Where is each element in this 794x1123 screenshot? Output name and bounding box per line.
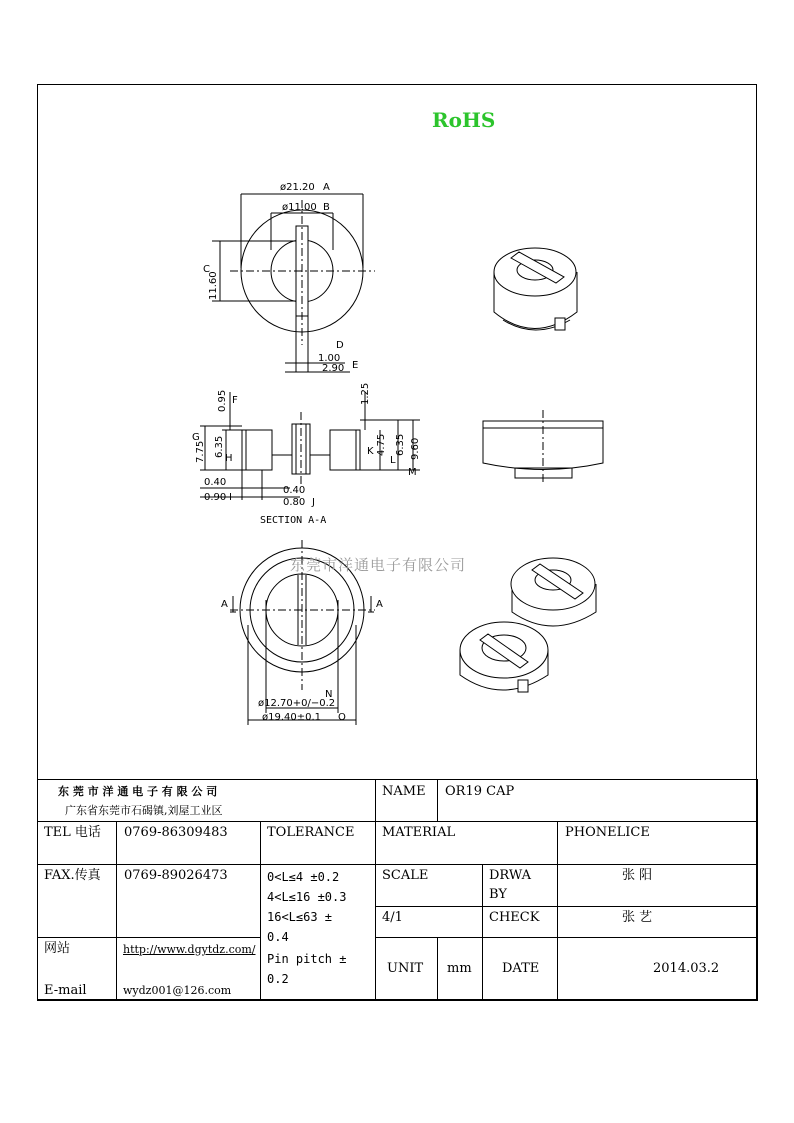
company-address: 广东省东莞市石碣镇,刘屋工业区	[65, 804, 223, 817]
date-label: DATE	[502, 961, 540, 976]
name-label-cell	[375, 779, 438, 822]
iso-view-top	[494, 248, 577, 330]
website-link[interactable]: http://www.dgytdz.com/	[123, 943, 256, 956]
dim-k: 1.25	[360, 382, 371, 405]
dim-f: 0.95	[217, 389, 228, 412]
tolerance-range-2: 4<L≤16 ±0.3	[267, 890, 347, 904]
name-value-cell	[437, 779, 758, 822]
scale-value-cell	[375, 906, 483, 938]
web-email-label-cell	[37, 937, 117, 1001]
section-a-a	[200, 389, 420, 500]
date-value-cell	[557, 937, 758, 1001]
unit-value: mm	[447, 961, 472, 976]
check-label-cell	[482, 906, 558, 938]
tolerance-values-cell	[260, 864, 376, 1001]
dim-tag-i: I	[229, 492, 232, 503]
unit-value-cell	[437, 937, 483, 1001]
dim-tag-l: L	[390, 455, 396, 466]
drawn-by-label-line2: BY	[489, 887, 507, 902]
tel-number: 0769-86309483	[124, 825, 228, 840]
tel-value-cell	[116, 821, 261, 865]
drawn-by-label-line1: DRWA	[489, 868, 532, 883]
dim-tag-k: K	[367, 446, 374, 457]
email-label: E-mail	[44, 983, 87, 998]
tolerance-label-cell	[260, 821, 376, 865]
drawn-by-label-cell	[482, 864, 558, 907]
check-value-cell	[557, 906, 758, 938]
tolerance-range-1: 0<L≤4 ±0.2	[267, 870, 340, 884]
drawn-by-value: 张 阳	[622, 868, 653, 883]
dim-k2: 4.75	[376, 433, 387, 456]
tolerance-pin-pitch: Pin pitch ±	[267, 952, 347, 966]
iso-view-exploded	[460, 558, 596, 692]
dim-tag-f: F	[232, 395, 238, 406]
dim-l: 6.35	[395, 433, 406, 456]
dim-tag-o: O	[338, 712, 346, 723]
date-value: 2014.03.2	[653, 961, 720, 976]
website-label: 网站	[44, 941, 71, 956]
scale-label-cell	[375, 864, 483, 907]
dim-slot2: 2.90	[322, 363, 345, 374]
tolerance-range-3: 16<L≤63 ±	[267, 910, 333, 924]
section-marker-right: A	[376, 599, 383, 610]
dim-tag-h: H	[225, 453, 233, 464]
dim-j1: 0.40	[283, 485, 306, 496]
material-value-cell	[557, 821, 758, 865]
watermark: 东莞市洋通电子有限公司	[290, 556, 467, 574]
dim-n: ø12.70+0/−0.2	[258, 698, 336, 709]
dim-i1: 0.40	[204, 477, 227, 488]
check-value: 张 艺	[622, 910, 653, 925]
email-address: wydz001@126.com	[123, 984, 232, 997]
name-label: NAME	[382, 784, 426, 799]
tolerance-pin-pitch-value: 0.2	[267, 972, 289, 986]
tolerance-label: TOLERANCE	[267, 825, 355, 840]
scale-value: 4/1	[382, 910, 403, 925]
dim-tag-g: G	[192, 432, 200, 443]
dim-tag-c: C	[203, 264, 210, 275]
material-label-cell	[375, 821, 558, 865]
dim-tag-a: A	[323, 182, 330, 193]
fax-label-cell	[37, 864, 117, 938]
dim-slot: 1.00	[318, 353, 341, 364]
dim-m: 9.60	[410, 437, 421, 460]
scale-label: SCALE	[382, 868, 429, 883]
dim-tag-n: N	[325, 689, 333, 700]
tel-label-cell	[37, 821, 117, 865]
unit-label-cell	[375, 937, 438, 1001]
dim-tag-b: B	[323, 202, 330, 213]
section-marker-left: A	[221, 599, 228, 610]
dim-o: ø19.40±0.1	[262, 712, 322, 723]
dim-height: 11.60	[208, 271, 219, 300]
material-value: PHONELICE	[565, 825, 650, 840]
company-name: 东 莞 市 洋 通 电 子 有 限 公 司	[58, 785, 218, 798]
dim-tag-m: M	[408, 467, 417, 478]
dim-d-outer: ø21.20	[280, 182, 315, 193]
drawn-by-value-cell	[557, 864, 758, 907]
web-email-value-cell	[116, 937, 261, 1001]
dim-tag-e: E	[352, 360, 359, 371]
dim-j2: 0.80	[283, 497, 306, 508]
fax-value-cell	[116, 864, 261, 938]
dim-h: 6.35	[214, 435, 225, 458]
material-label: MATERIAL	[382, 825, 456, 840]
company-cell	[37, 779, 376, 822]
unit-label: UNIT	[387, 961, 424, 976]
date-label-cell	[482, 937, 558, 1001]
fax-label: FAX.传真	[44, 868, 101, 883]
tolerance-range-3-value: 0.4	[267, 930, 289, 944]
tel-label: TEL 电话	[44, 825, 101, 840]
section-caption: SECTION A-A	[260, 515, 327, 526]
fax-number: 0769-89026473	[124, 868, 228, 883]
top-view	[212, 194, 375, 372]
dim-d-inner: ø11.00	[282, 202, 317, 213]
dim-tag-d: D	[336, 340, 344, 351]
dim-i2: 0.90	[204, 492, 227, 503]
dim-g: 7.75	[195, 440, 206, 463]
check-label: CHECK	[489, 910, 540, 925]
part-name: OR19 CAP	[445, 784, 515, 799]
side-view	[483, 410, 603, 485]
dim-tag-j: J	[312, 497, 315, 508]
rohs-mark: RoHS	[432, 108, 496, 132]
